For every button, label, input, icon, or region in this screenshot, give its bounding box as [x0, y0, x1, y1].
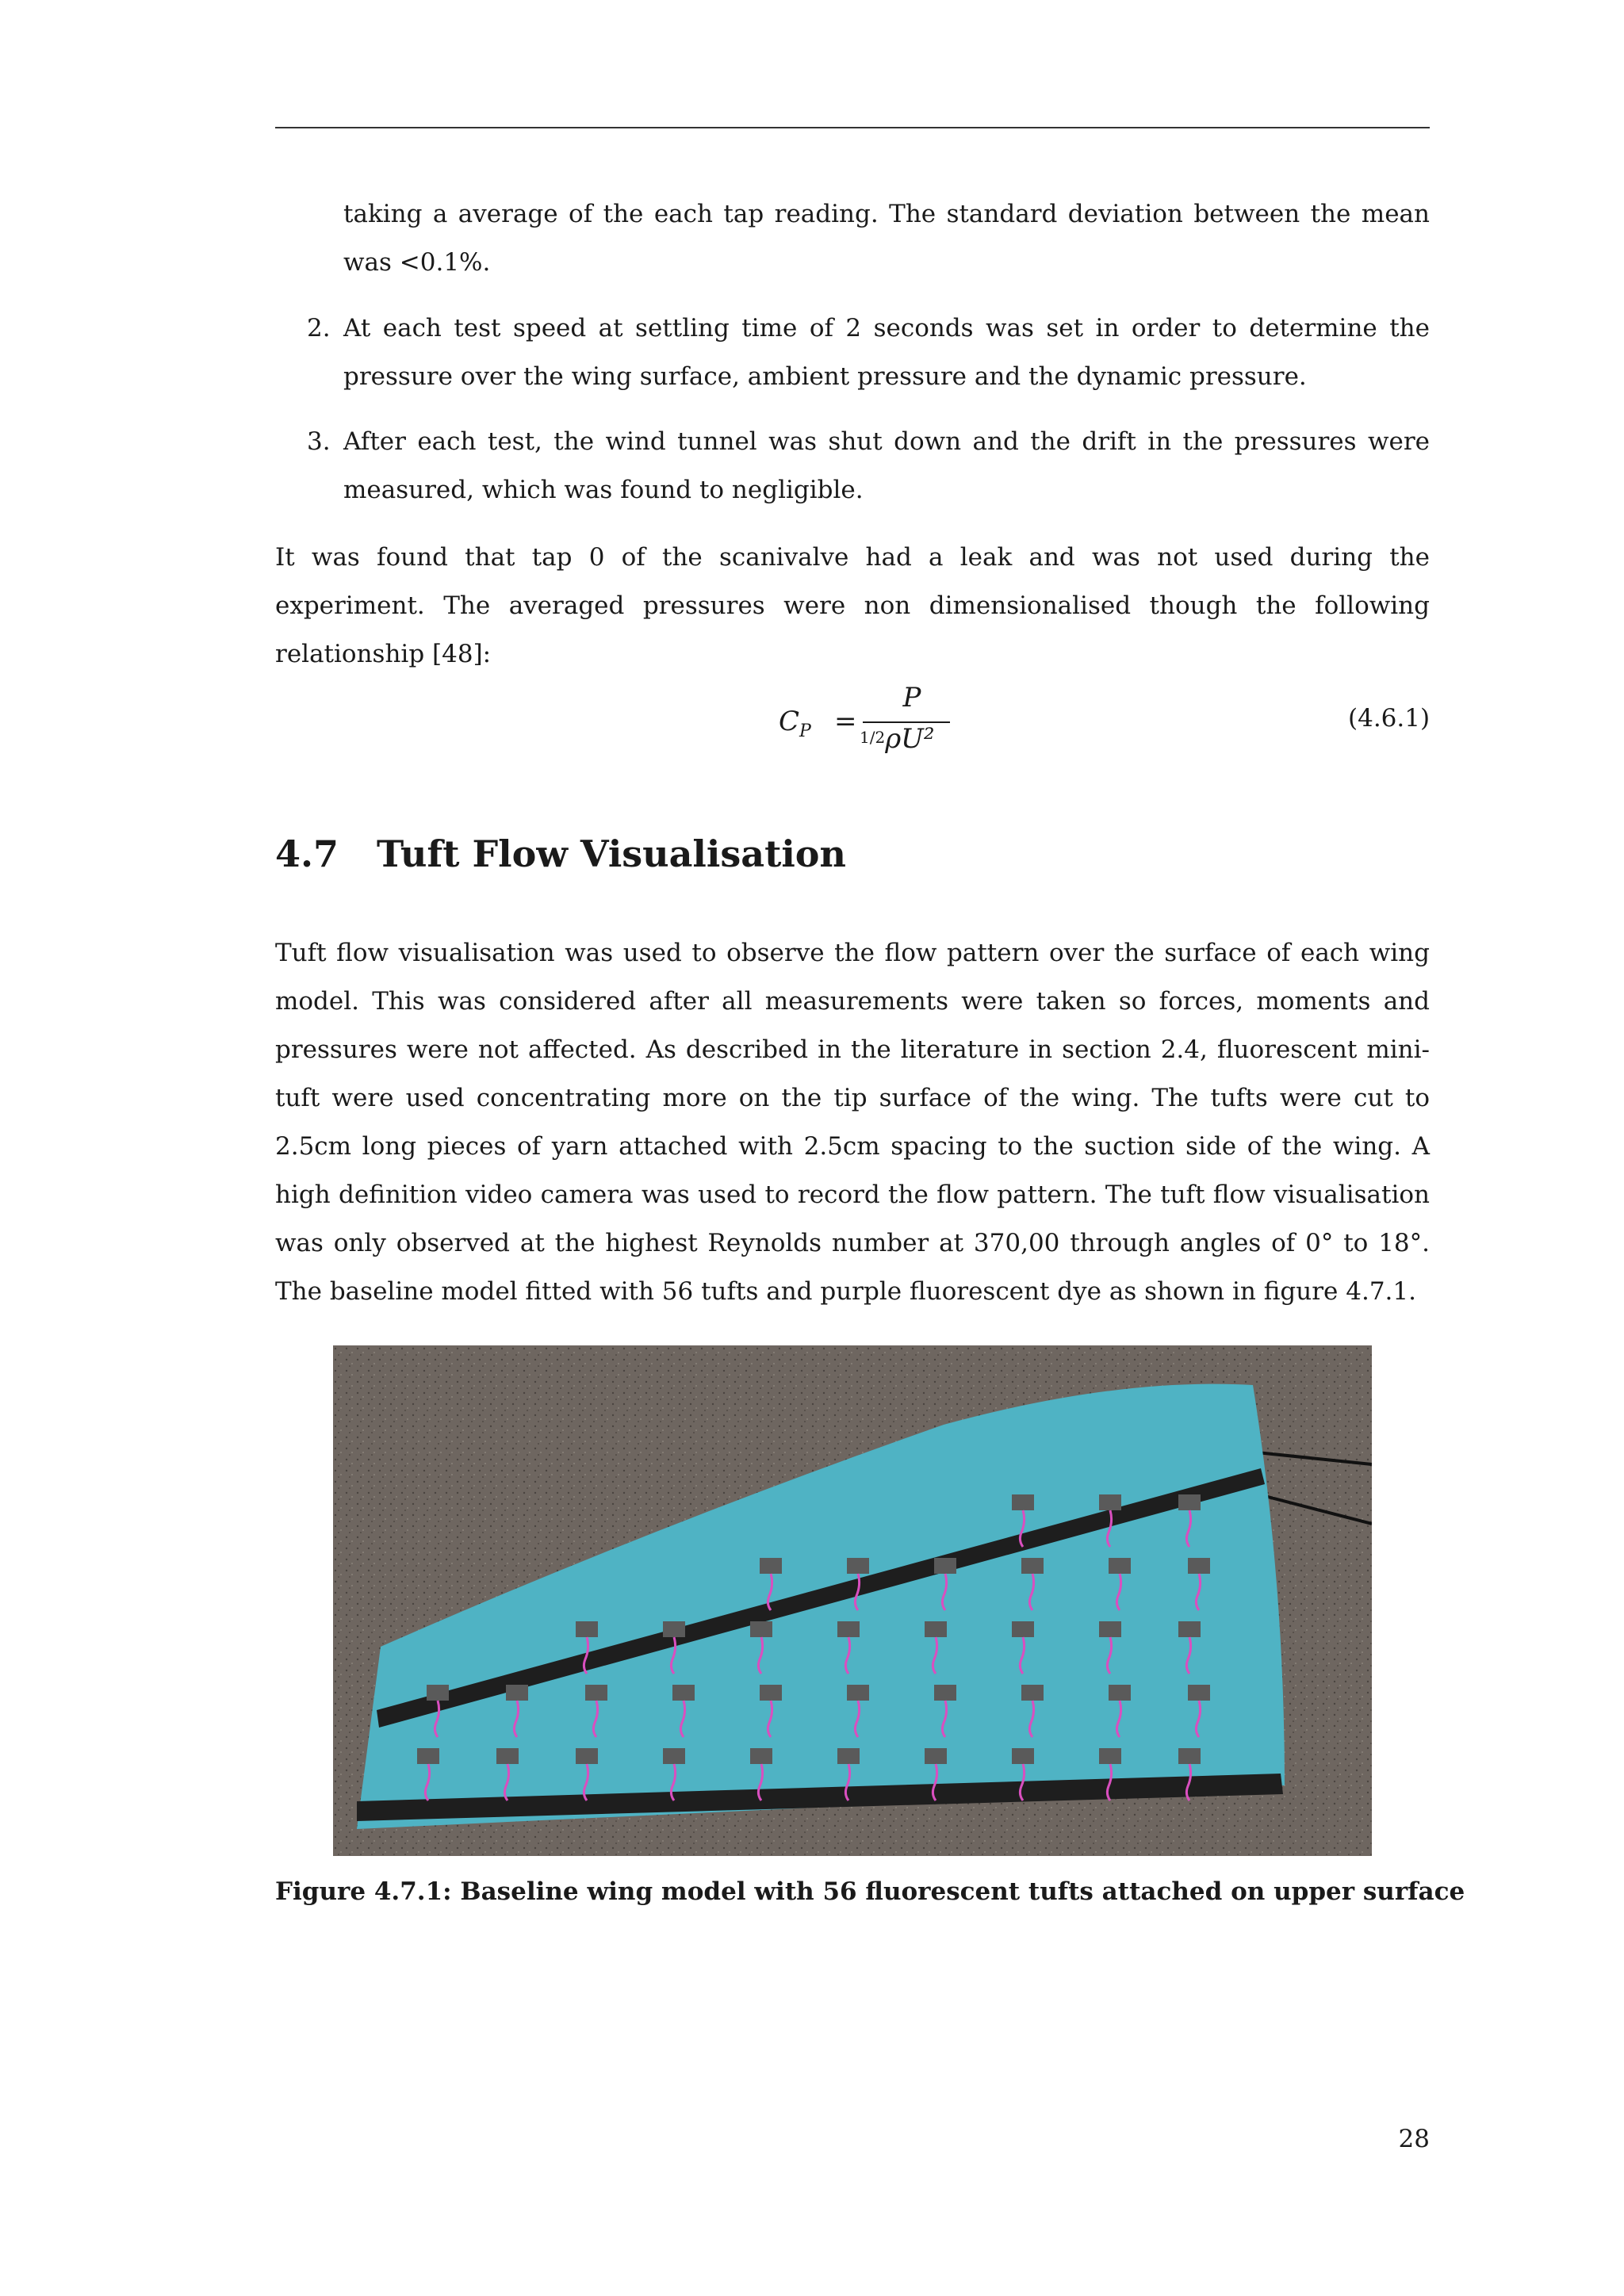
tuft-tab — [1178, 1748, 1201, 1764]
tuft-tab — [837, 1748, 860, 1764]
tuft-tab — [1099, 1621, 1121, 1637]
tuft-tab — [506, 1685, 528, 1701]
tuft-tab — [750, 1748, 772, 1764]
equation-number: (4.6.1) — [1348, 704, 1431, 733]
tuft-tab — [1178, 1621, 1201, 1637]
equation-equals: = — [834, 706, 857, 737]
list-number: 2. — [307, 314, 331, 342]
list-number: 3. — [307, 427, 331, 456]
tuft-tab — [585, 1685, 607, 1701]
list-text: At each test speed at settling time of 2 seconds was set in order to determine the pressure over the wing surface, ambient pressure and the dynamic pressure. — [343, 314, 1430, 391]
tuft-tab — [847, 1685, 869, 1701]
tuft-tab — [576, 1621, 598, 1637]
tuft-tab — [837, 1621, 860, 1637]
section-number: 4.7 — [275, 832, 339, 875]
leak-paragraph: It was found that tap 0 of the scanivalve had a leak and was not used during the experiment. The averaged pressures were non dimensionalised though the following relationship [48]: — [275, 543, 1430, 668]
tuft-tab — [760, 1558, 782, 1574]
tuft-tab — [925, 1621, 947, 1637]
section-heading — [275, 832, 846, 875]
tuft-tab — [1178, 1494, 1201, 1510]
list-text: After each test, the wind tunnel was shut down and the drift in the pressures were measured, which was found to negligible. — [343, 427, 1430, 504]
tuft-tab — [1012, 1494, 1034, 1510]
equation-denominator: 1/2ρU² — [860, 723, 935, 755]
tuft-tab — [672, 1685, 695, 1701]
tuft-tab — [1099, 1494, 1121, 1510]
tuft-tab — [417, 1748, 439, 1764]
page-number: 28 — [1398, 2125, 1430, 2153]
tuft-paragraph: Tuft flow visualisation was used to observe the flow pattern over the surface of each wing model. This was considered after all measurements were taken so forces, moments and pressures were not affected. As described in the literature in section 2.4, fluorescent mini-tuft were used concentrating more on the tip surface of the wing. The tufts were cut to 2.5cm long pieces of yarn attached with 2.5cm spacing to the suction side of the wing. A high definition video camera was used to record the flow pattern. The tuft flow visualisation was only observed at the highest Reynolds number at 370,00 through angles of 0° to 18°. The baseline model fitted with 56 tufts and purple fluorescent dye as shown in figure 4.7.1. — [275, 939, 1430, 1306]
continuation-paragraph: taking a average of the each tap reading. The standard deviation between the mean was <0.1%. — [343, 200, 1430, 277]
tuft-tab — [934, 1685, 956, 1701]
tuft-tab — [1021, 1558, 1044, 1574]
section-title: Tuft Flow Visualisation — [377, 832, 846, 875]
tuft-tab — [1021, 1685, 1044, 1701]
tuft-tab — [760, 1685, 782, 1701]
tuft-tab — [496, 1748, 519, 1764]
header-rule — [275, 127, 1430, 128]
equation-lhs: $C_P$ — [779, 706, 811, 741]
figure-caption: Figure 4.7.1: Baseline wing model with 56 fluorescent tufts attached on upper surface — [275, 1877, 1465, 1906]
tuft-tab — [1188, 1685, 1210, 1701]
tuft-tab — [427, 1685, 449, 1701]
tuft-tab — [1109, 1558, 1131, 1574]
tuft-tab — [1188, 1558, 1210, 1574]
tuft-tab — [847, 1558, 869, 1574]
tuft-tab — [663, 1748, 685, 1764]
tuft-tab — [576, 1748, 598, 1764]
tuft-tab — [925, 1748, 947, 1764]
equation-numerator: P — [902, 682, 921, 714]
pressure-coefficient-equation — [777, 682, 936, 769]
tuft-tab — [1099, 1748, 1121, 1764]
tuft-tab — [934, 1558, 956, 1574]
tuft-tab — [1109, 1685, 1131, 1701]
wing-photo — [333, 1345, 1372, 1856]
tuft-tab — [663, 1621, 685, 1637]
tuft-tab — [750, 1621, 772, 1637]
tuft-tab — [1012, 1621, 1034, 1637]
tuft-tab — [1012, 1748, 1034, 1764]
wing-model-illustration — [333, 1345, 1372, 1856]
